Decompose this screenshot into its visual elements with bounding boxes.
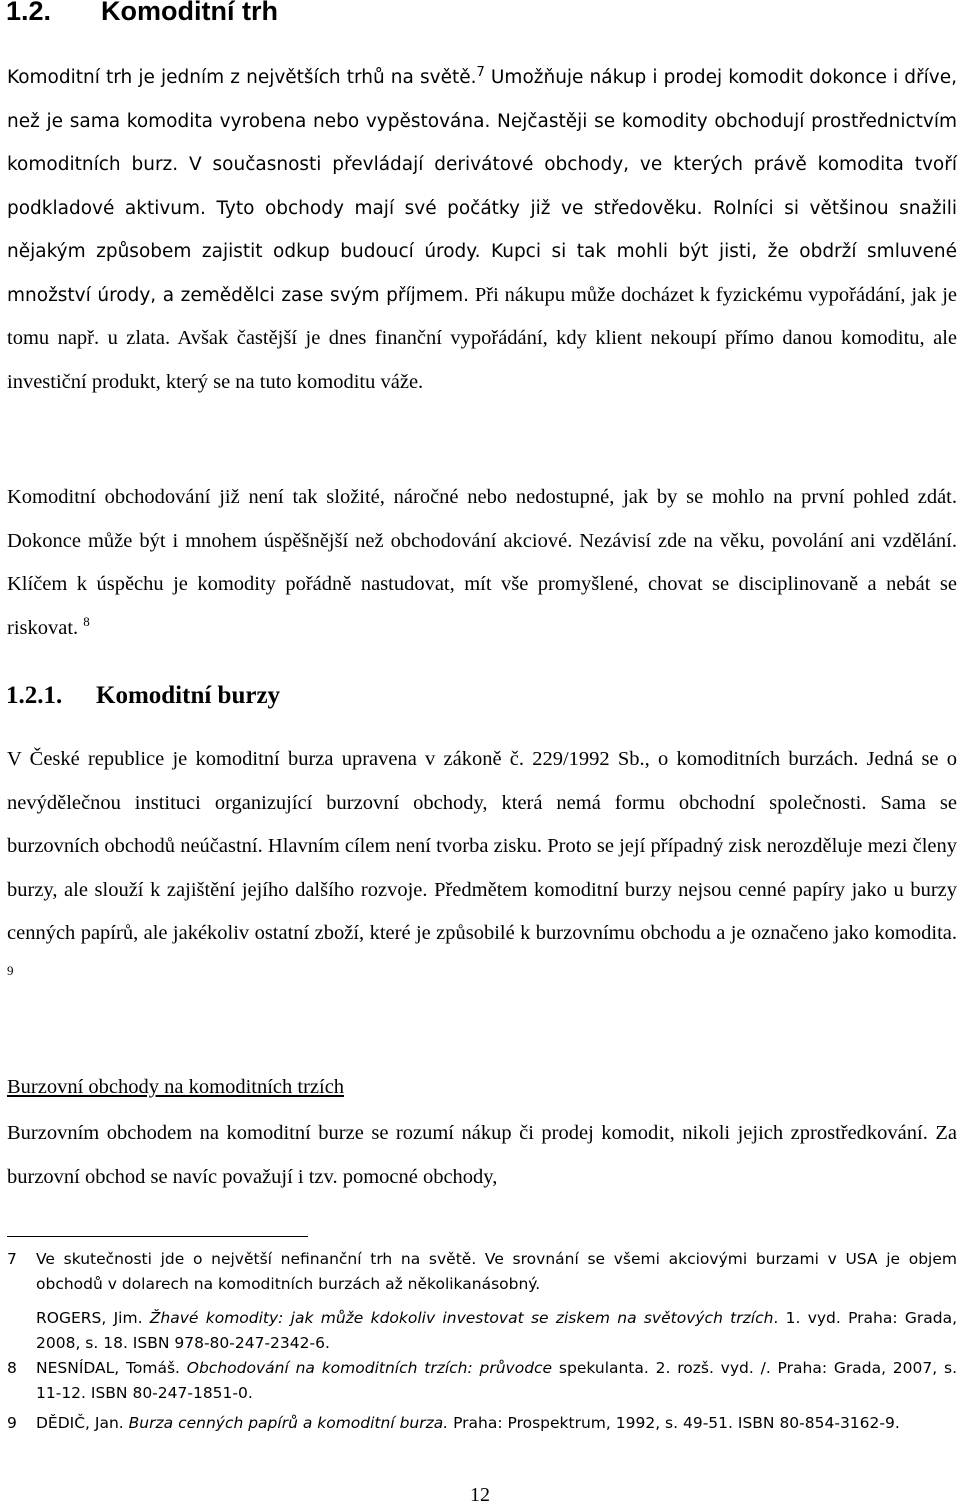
footnote-reference[interactable]: 7 [476,64,485,80]
footnote-8 [7,1356,957,1406]
footnote-citation [36,1356,957,1406]
footnote-reference[interactable]: 9 [7,962,14,978]
paragraph-text: V České republice je komoditní burza upravena v zákoně č. 229/1992 Sb., o komoditních burzách. Jedná se o nevýdělečnou instituci organizující burzovní obchody, která nemá formu obchodní společnosti. Sama se burzovních obchodů neúčastní. Hlavním cílem není tvorba zisku. Proto se její případný zisk nerozděluje mezi členy burzy, ale slouží k zajištění jejího dalšího rozvoje. Předmětem komoditní burzy nejsou cenné papíry jako u burzy cenných papírů, ale jakékoliv ostatní zboží, které je způsobilé k burzovnímu obchodu a je označeno jako komodita. [7,748,957,944]
paragraph-trades [7,1112,957,1199]
page-number: 12 [470,1484,490,1506]
paragraph-text: Umožňuje nákup i prodej komodit dokonce i dříve, než je sama komodita vyrobena nebo vypěstována. Nejčastěji se komodity obchodují prostřednictvím komoditních burz. V současnosti převládají derivátové obchody, ve kterých právě komodita tvoří podkladové aktivum. Tyto obchody mají své počátky již ve středověku. Rolníci si většinou snažili nějakým způsobem zajistit odkup budoucí úrody. Kupci si tak mohli být jisti, že obdrží smluvené množství úrody, a zemědělci zase svým příjmem. [7,67,957,306]
citation-details: . 1. vyd. Praha: Grada, 2008, s. 18. ISBN 978-80-247-2342-6. [36,1309,958,1352]
footnote-separator [7,1236,308,1237]
footnote-mark: 9 [7,1414,17,1432]
subsection-heading [6,682,280,710]
section-title: Komoditní trh [101,0,278,26]
footnote-citation [36,1411,957,1436]
citation-title: Obchodování na komoditních trzích: průvodce [186,1359,553,1377]
citation-details: Praha: Prospektrum, 1992, s. 49-51. ISBN 80-854-3162-9. [448,1414,900,1432]
citation-details: spekulanta. 2. rozš. vyd. /. Praha: Grada, 2007, s. 11-12. ISBN 80-247-1851-0. [36,1359,957,1402]
citation-author: DĚDIČ, Jan. [36,1414,124,1432]
footnote-mark: 7 [7,1250,17,1268]
footnote-note: Ve skutečnosti jde o největší nefinanční trh na světě. Ve srovnání se všemi akciovými burzami v USA je objem obchodů v dolarech na komoditních burzách až několikanásobný. [36,1250,957,1293]
paragraph-trading [7,476,957,650]
section-heading [6,0,278,27]
footnote-citation [36,1306,957,1356]
subsection-number: 1.2.1. [6,682,63,709]
footnote-7 [7,1247,957,1356]
paragraph-exchanges [7,738,957,999]
paragraph-text: Komoditní obchodování již není tak složité, náročné nebo nedostupné, jak by se mohlo na první pohled zdát. Dokonce může být i mnohem úspěšnější než obchodování akciové. Nezávisí zde na věku, povolání ani vzdělání. Klíčem k úspěchu je komodity pořádně nastudovat, mít vše promyšlené, chovat se disciplinovaně a nebát se riskovat. [7,486,957,639]
subsection-title: Komoditní burzy [96,682,281,709]
footnote-reference[interactable]: 8 [83,613,90,629]
paragraph-text: Při nákupu může docházet k fyzickému vypořádání, jak je tomu např. u zlata. Avšak častější je dnes finanční vypořádání, kdy klient nekoupí přímo danou komoditu, ale investiční produkt, který se na tuto komoditu váže. [7,283,957,393]
citation-title: Žhavé komodity: jak může kdokoliv investovat se ziskem na světových trzích [149,1309,774,1327]
paragraph-text: Komoditní trh je jedním z největších trhů na světě. [7,67,477,88]
paragraph-intro [7,56,957,404]
citation-author: ROGERS, Jim. [36,1309,143,1327]
citation-author: NESNÍDAL, Tomáš. [36,1359,180,1377]
footnote-mark: 8 [7,1359,17,1377]
section-number: 1.2. [6,0,52,26]
underlined-subheading: Burzovní obchody na komoditních trzích [7,1076,345,1098]
footnote-text [36,1247,957,1297]
footnote-9 [7,1411,957,1436]
paragraph-text: Burzovním obchodem na komoditní burze se rozumí nákup či prodej komodit, nikoli jejich zprostředkování. Za burzovní obchod se navíc považují i tzv. pomocné obchody, [7,1122,957,1188]
citation-title: Burza cenných papírů a komoditní burza. [128,1414,449,1432]
